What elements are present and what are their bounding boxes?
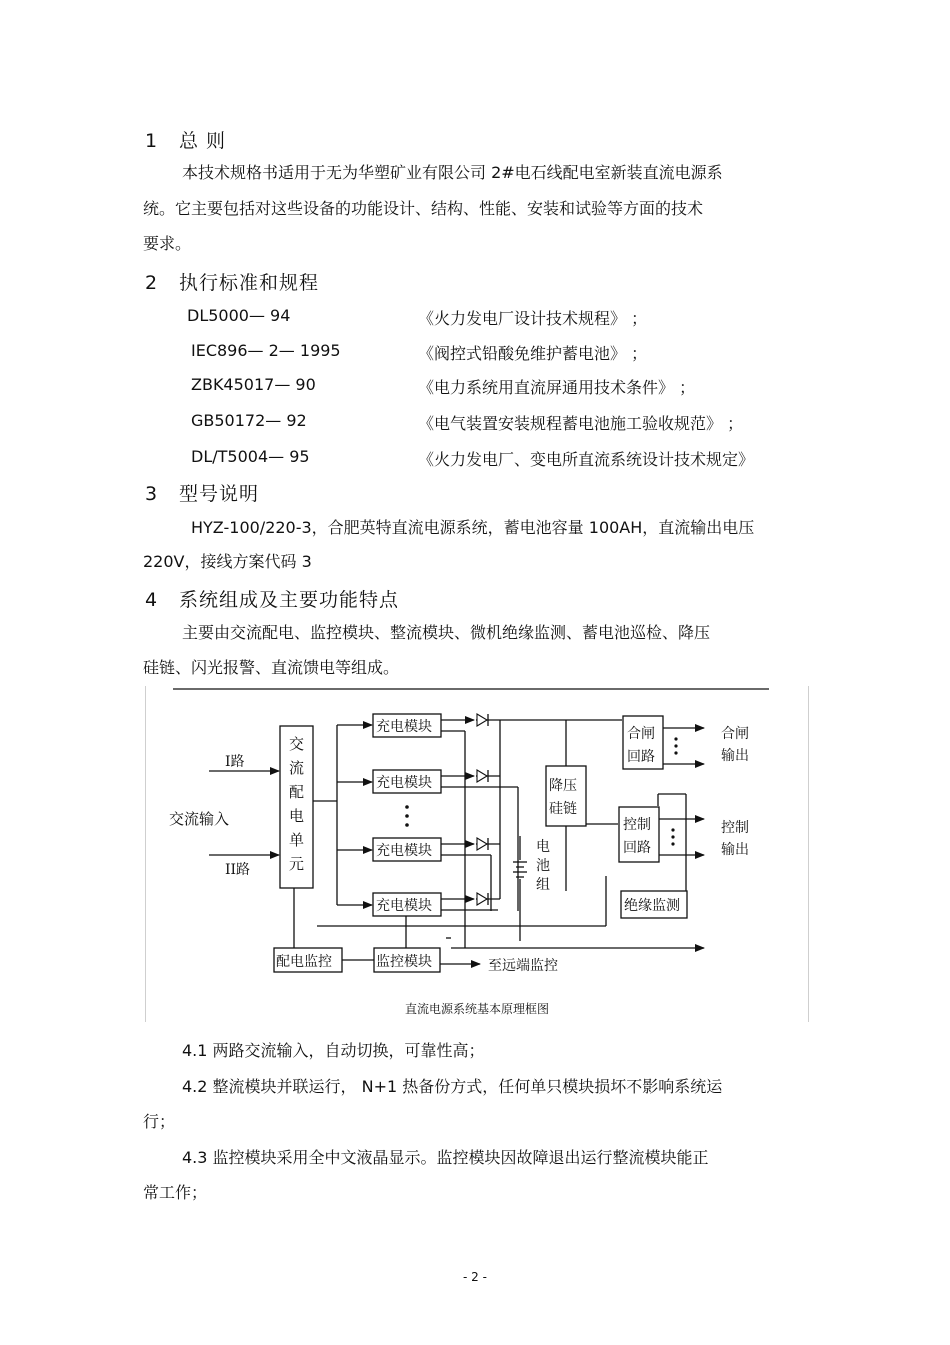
control-loop-label: 回路 — [623, 840, 651, 856]
ac-input-label: 交流输入 — [169, 810, 230, 828]
ac-unit-char: 电 — [289, 807, 305, 825]
control-output-label: 控制 — [721, 820, 749, 836]
ac-unit-char: 交 — [289, 735, 305, 753]
ellipsis-dot — [405, 805, 409, 809]
standard-title: 《阀控式铅酸免维护蓄电池》 ； — [418, 344, 648, 363]
line-i-label: I路 — [225, 754, 245, 770]
s1-line2: 统。它主要包括对这些设备的功能设计、结构、性能、安装和试验等方面的技术 — [143, 199, 704, 218]
standard-code: DL/T5004— 95 — [191, 447, 310, 466]
diode-icon — [477, 838, 487, 850]
item-4-2-line1: 4.2 整流模块并联运行， N+1 热备份方式，任何单只模块损坏不影响系统运 — [182, 1077, 723, 1096]
control-loop-label: 控制 — [623, 817, 651, 833]
ellipsis-dot — [405, 823, 409, 827]
battery-label: 池 — [536, 858, 550, 874]
diagram-caption: 直流电源系统基本原理框图 — [404, 1002, 550, 1016]
line-ii-label: II路 — [225, 862, 251, 878]
ac-unit-char: 单 — [289, 831, 305, 849]
s4-line2: 硅链、闪光报警、直流馈电等组成。 — [143, 658, 400, 677]
section-4-heading: 4 系统组成及主要功能特点 — [145, 589, 400, 611]
battery-label: 电 — [536, 839, 550, 855]
ellipsis-dot — [674, 744, 677, 747]
ac-unit-char: 流 — [289, 759, 305, 777]
ac-unit-char: 配 — [289, 783, 305, 801]
closing-output-label: 合闸 — [721, 726, 749, 742]
charge-module-label: 充电模块 — [376, 775, 432, 791]
diode-icon — [477, 714, 487, 726]
step-down-label: 硅链 — [549, 801, 577, 817]
standard-title: 《电气装置安装规程蓄电池施工验收规范》 ； — [418, 414, 744, 433]
standard-code: IEC896— 2— 1995 — [191, 341, 341, 360]
s3-line2: 220V，接线方案代码 3 — [143, 552, 312, 571]
diagram-svg — [146, 686, 808, 1022]
item-4-2-line2: 行； — [143, 1112, 176, 1131]
step-down-label: 降压 — [549, 778, 577, 794]
standard-code: ZBK45017— 90 — [191, 375, 316, 394]
s4-line1: 主要由交流配电、监控模块、整流模块、微机绝缘监测、蓄电池巡检、降压 — [182, 623, 711, 642]
item-4-3-line2: 常工作； — [143, 1183, 208, 1202]
section-2-heading: 2 执行标准和规程 — [145, 272, 320, 294]
step-down-box — [546, 766, 586, 826]
ellipsis-dot — [674, 737, 677, 740]
s3-line1: HYZ-100/220-3，合肥英特直流电源系统，蓄电池容量 100AH，直流输出电压 — [191, 518, 755, 537]
power-monitor-label: 配电监控 — [276, 954, 332, 970]
ellipsis-dot — [671, 835, 674, 838]
section-3-heading: 3 型号说明 — [145, 483, 260, 505]
closing-loop-label: 回路 — [627, 749, 655, 765]
ac-unit-char: 元 — [289, 855, 305, 873]
battery-label: 组 — [536, 877, 550, 893]
closing-loop-label: 合闸 — [627, 726, 655, 742]
dc-power-block-diagram — [145, 686, 809, 1022]
standard-code: DL5000— 94 — [187, 306, 291, 325]
s1-line1: 本技术规格书适用于无为华塑矿业有限公司 2#电石线配电室新装直流电源系 — [182, 163, 723, 182]
ellipsis-dot — [671, 828, 674, 831]
closing-output-label: 输出 — [721, 748, 749, 764]
standard-title: 《电力系统用直流屏通用技术条件》 ； — [418, 378, 696, 397]
item-4-3-line1: 4.3 监控模块采用全中文液晶显示。监控模块因故障退出运行整流模块能正 — [182, 1148, 709, 1167]
section-1-heading: 1 总 则 — [145, 130, 227, 152]
ellipsis-dot — [674, 751, 677, 754]
diode-icon — [477, 770, 487, 782]
remote-label: 至远端监控 — [488, 958, 558, 974]
item-4-1: 4.1 两路交流输入，自动切换，可靠性高； — [182, 1041, 485, 1060]
ellipsis-dot — [405, 814, 409, 818]
s1-line3: 要求。 — [143, 234, 192, 253]
control-output-label: 输出 — [721, 842, 749, 858]
monitor-module-label: 监控模块 — [376, 954, 432, 970]
diode-icon — [477, 893, 487, 905]
page-number: - 2 - — [463, 1270, 487, 1284]
charge-module-label: 充电模块 — [376, 719, 432, 735]
ellipsis-dot — [671, 842, 674, 845]
charge-module-label: 充电模块 — [376, 843, 432, 859]
standard-title: 《火力发电厂设计技术规程》 ； — [418, 309, 648, 328]
insulation-label: 绝缘监测 — [624, 898, 680, 914]
standard-title: 《火力发电厂、变电所直流系统设计技术规定》 — [418, 450, 755, 469]
standard-code: GB50172— 92 — [191, 411, 307, 430]
charge-module-label: 充电模块 — [376, 898, 432, 914]
